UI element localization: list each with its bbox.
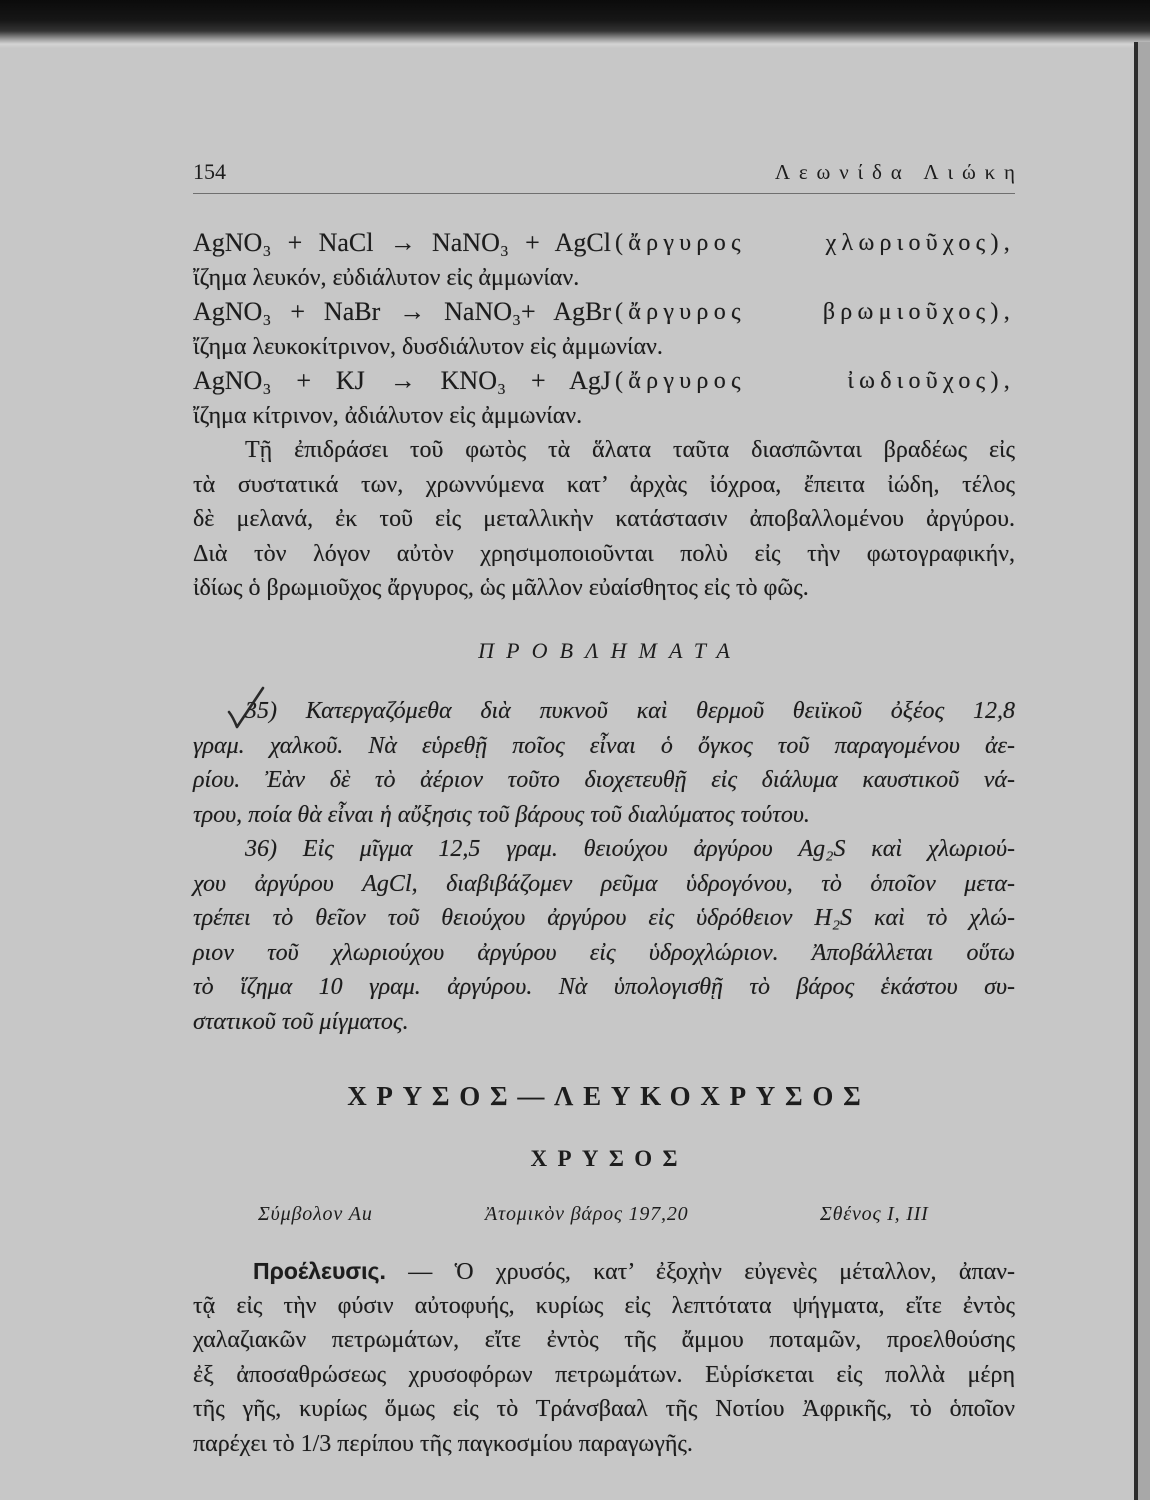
problem-line: 36) Εἰς μῖγμα 12,5 γραμ. θειούχου ἀργύρου Ag₂S καὶ χλωριού-	[245, 836, 1015, 862]
origin-label: Προέλευσις.	[253, 1258, 386, 1284]
reaction-product-name: (ἄργυρος ἰωδιοῦχος),	[615, 368, 1015, 394]
problems-heading: ΠΡΟΒΛΗΜΑΤΑ	[478, 637, 742, 663]
reaction-equation: AgNO₃ + KJ → KNO₃ + AgJ	[193, 366, 611, 395]
reaction-line	[193, 226, 1015, 261]
problem-line: 35) Κατεργαζόμεθα διὰ πυκνοῦ καὶ θερμοῦ θειϊκοῦ ὀξέος 12,8	[245, 698, 1015, 724]
valence: Σθένος I, III	[820, 1203, 929, 1225]
section-heading: ΧΡΥΣΟΣ—ΛΕΥΚΟΧΡΥΣΟΣ	[347, 1081, 871, 1111]
page-number: 154	[193, 159, 226, 184]
running-head: Λεωνίδα Λιώκη	[774, 160, 1024, 184]
reaction-note: ἴζημα λευκόν, εὐδιάλυτον εἰς ἀμμωνίαν.	[193, 264, 580, 291]
element-properties	[193, 1199, 1015, 1229]
origin-paragraph	[193, 1254, 1015, 1461]
scan-right-border	[1138, 42, 1150, 1500]
paragraph-line: τῆς γῆς, κυρίως ὅμως εἰς τὸ Τράνσβααλ τῆς Νοτίου Ἀφρικῆς, τὸ ὁποῖον	[193, 1396, 1015, 1422]
paragraph-line: ἰδίως ὁ βρωμιοῦχος ἄργυρος, ὡς μᾶλλον εὐαίσθητος εἰς τὸ φῶς.	[193, 575, 809, 601]
light-effect-paragraph	[193, 433, 1015, 606]
reaction-note: ἴζημα κίτρινον, ἀδιάλυτον εἰς ἀμμωνίαν.	[193, 402, 583, 429]
problem-line: τὸ ἵζημα 10 γραμ. ἀργύρου. Νὰ ὑπολογισθῇ τὸ βάρος ἑκάστου συ-	[193, 974, 1015, 1000]
element-symbol: Σύμβολον Au	[258, 1203, 373, 1225]
page-header	[193, 157, 1024, 187]
paragraph-line: Διὰ τὸν λόγον αὐτὸν χρησιμοποιοῦνται πολὺ εἰς τὴν φωτογραφικήν,	[193, 540, 1015, 567]
problem-line: χου ἀργύρου AgCl, διαβιβάζομεν ρεῦμα ὑδρογόνου, τὸ ὁποῖον μετα-	[193, 870, 1015, 897]
paragraph-line: τὰ συστατικά των, χρωννύμενα κατ’ ἀρχὰς ἰόχροα, ἔπειτα ἰώδη, τέλος	[193, 471, 1015, 498]
problem-line: ρίου. Ἐὰν δὲ τὸ ἀέριον τοῦτο διοχετευθῇ εἰς διάλυμα καυστικοῦ νά-	[193, 767, 1015, 793]
problem-line: τρου, ποία θὰ εἶναι ἡ αὔξησις τοῦ βάρους τοῦ διαλύματος τούτου.	[193, 801, 810, 828]
problem-line: ριον τοῦ χλωριούχου ἀργύρου εἰς ὑδροχλώριον. Ἀποβάλλεται οὕτω	[193, 939, 1015, 966]
reaction-line	[193, 364, 1015, 399]
page-body	[193, 226, 1015, 1461]
atomic-weight: Ἀτομικὸν βάρος 197,20	[485, 1203, 689, 1225]
paragraph-line	[193, 1254, 1015, 1289]
problem-35	[193, 694, 1015, 832]
paragraph-line: ἐξ ἀποσαθρώσεως χρυσοφόρων πετρωμάτων. Εὑρίσκεται εἰς πολλὰ μέρη	[193, 1361, 1015, 1388]
header-rule	[193, 193, 1015, 194]
paragraph-line: χαλαζιακῶν πετρωμάτων, εἴτε ἐντὸς τῆς ἄμμου ποταμῶν, προελθούσης	[193, 1327, 1015, 1353]
origin-text: — Ὁ χρυσός, κατ’ ἐξοχὴν εὐγενὲς μέταλλον, ἀπαν-	[385, 1259, 1015, 1285]
problem-line: γραμ. χαλκοῦ. Νὰ εὑρεθῇ ποῖος εἶναι ὁ ὄγκος τοῦ παραγομένου ἀε-	[193, 732, 1015, 759]
paragraph-line: τᾷ εἰς τὴν φύσιν αὐτοφυής, κυρίως εἰς λεπτότατα ψήγματα, εἴτε ἐντὸς	[193, 1292, 1015, 1319]
reaction-equation: AgNO₃ + NaCl → NaNO₃ + AgCl	[193, 228, 611, 257]
problem-line: στατικοῦ τοῦ μίγματος.	[193, 1008, 409, 1035]
problem-line: τρέπει τὸ θεῖον τοῦ θειούχου ἀργύρου εἰς ὑδρόθειον H₂S καὶ τὸ χλώ-	[193, 905, 1015, 931]
reaction-product-name: (ἄργυρος χλωριοῦχος),	[615, 230, 1015, 256]
scan-top-border	[0, 0, 1150, 48]
paragraph-line: δὲ μελανά, ἐκ τοῦ εἰς μεταλλικὴν κατάστασιν ἀποβαλλομένου ἀργύρου.	[193, 506, 1015, 532]
section-subheading: ΧΡΥΣΟΣ	[530, 1146, 688, 1171]
paragraph-line: Τῇ ἐπιδράσει τοῦ φωτὸς τὰ ἅλατα ταῦτα διασπῶνται βραδέως εἰς	[245, 437, 1015, 463]
reaction-note: ἴζημα λευκοκίτρινον, δυσδιάλυτον εἰς ἀμμωνίαν.	[193, 333, 663, 360]
reaction-product-name: (ἄργυρος βρωμιοῦχος),	[615, 299, 1015, 325]
reaction-equation: AgNO₃ + NaBr → NaNO₃+ AgBr	[193, 297, 611, 326]
problem-36	[193, 832, 1015, 1039]
paragraph-line: παρέχει τὸ 1/3 περίπου τῆς παγκοσμίου παραγωγῆς.	[193, 1430, 693, 1457]
reaction-line	[193, 295, 1015, 330]
